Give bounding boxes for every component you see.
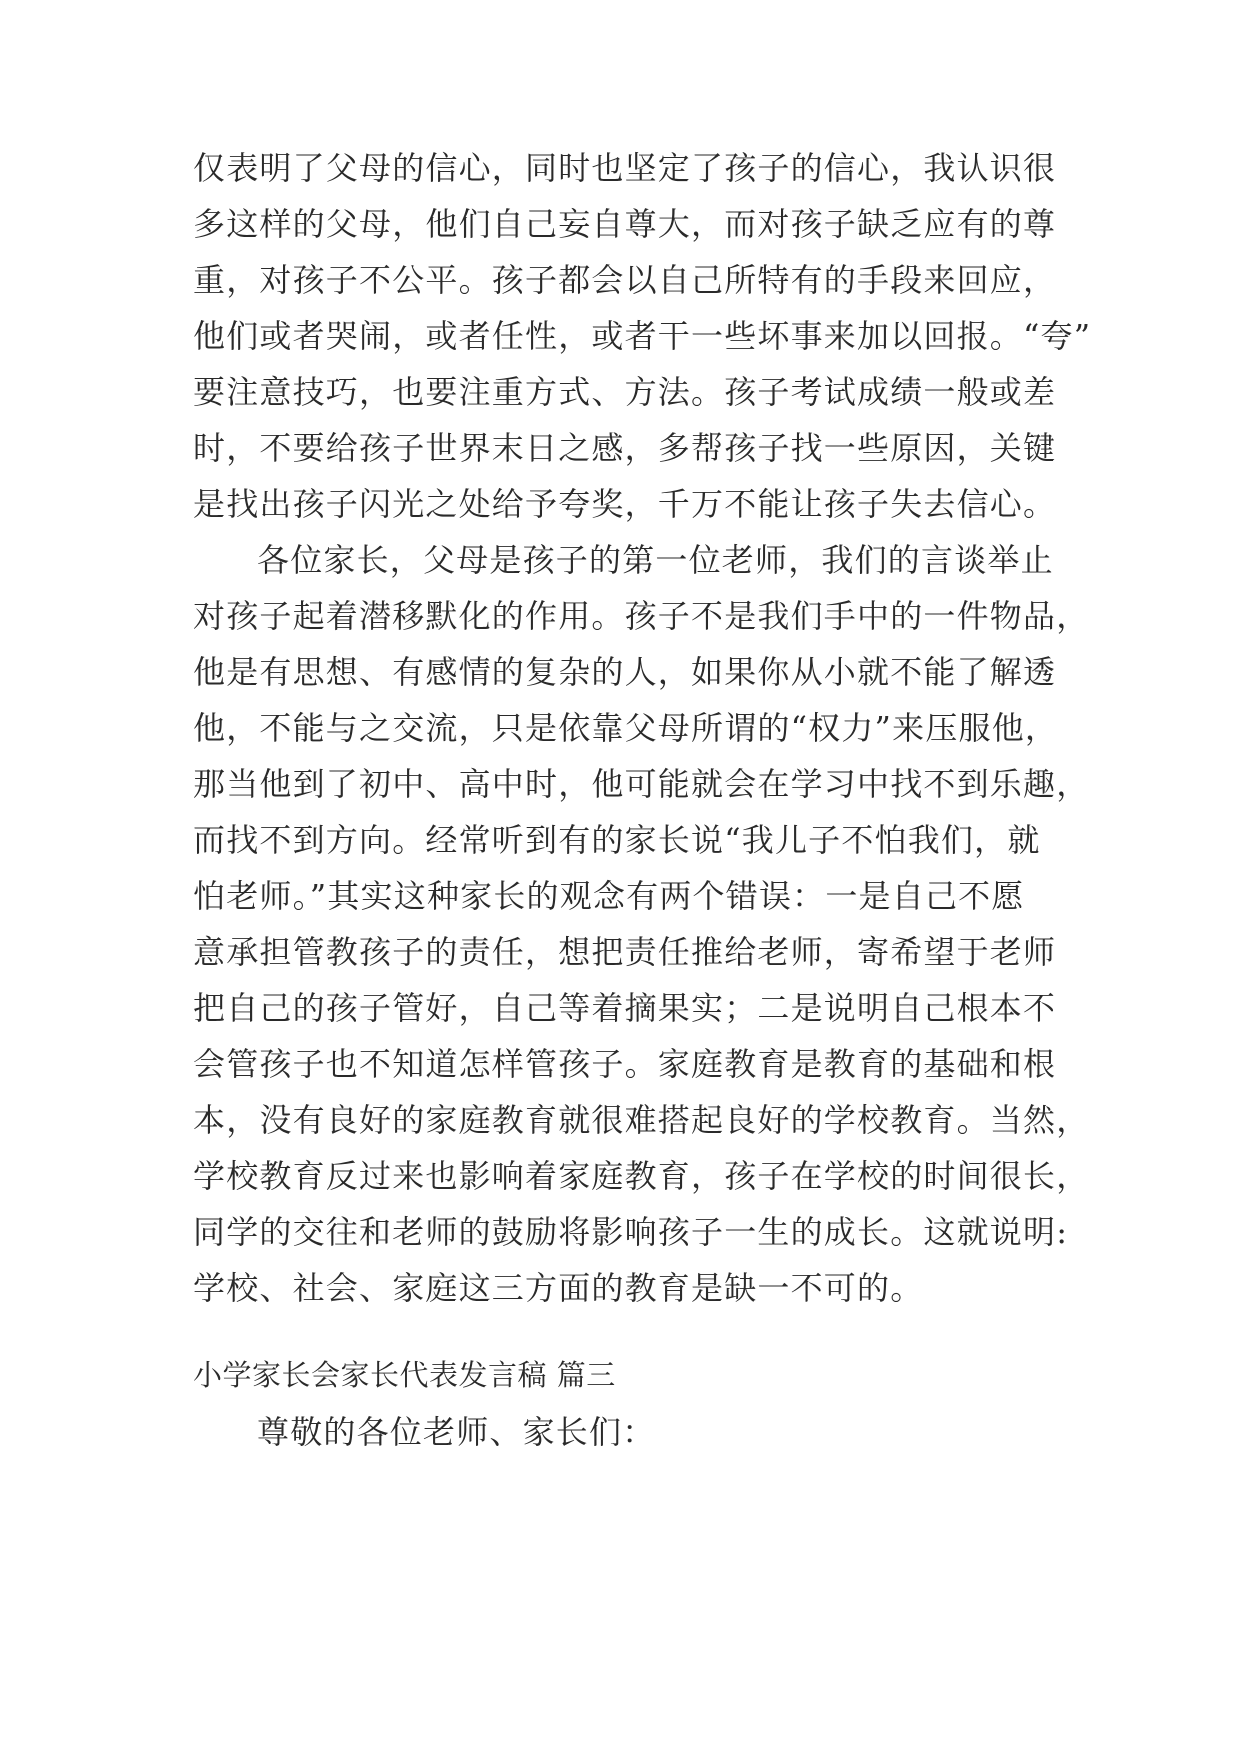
text-line: 要注意技巧，也要注重方式、方法。孩子考试成绩一般或差 (193, 373, 1057, 411)
text-line: 同学的交往和老师的鼓励将影响孩子一生的成长。这就说明: (193, 1213, 1069, 1251)
text-line: 学校教育反过来也影响着家庭教育，孩子在学校的时间很长， (193, 1157, 1090, 1195)
text-line: 会管孩子也不知道怎样管孩子。家庭教育是教育的基础和根 (193, 1045, 1057, 1083)
text-line: 仅表明了父母的信心，同时也坚定了孩子的信心，我认识很 (193, 149, 1057, 187)
text-line: 学校、社会、家庭这三方面的教育是缺一不可的。 (193, 1269, 924, 1307)
text-line: 把自己的孩子管好，自己等着摘果实；二是说明自己根本不 (193, 989, 1057, 1027)
text-line: 意承担管教孩子的责任，想把责任推给老师，寄希望于老师 (193, 933, 1057, 971)
salutation: 尊敬的各位老师、家长们： (257, 1413, 656, 1451)
text-line: 各位家长，父母是孩子的第一位老师，我们的言谈举止 (257, 541, 1054, 579)
text-line: 怕老师。”其实这种家长的观念有两个错误：一是自己不愿 (193, 877, 1025, 915)
text-line: 他，不能与之交流，只是依靠父母所谓的“权力”来压服他， (193, 709, 1059, 747)
text-line: 对孩子起着潜移默化的作用。孩子不是我们手中的一件物品， (193, 597, 1090, 635)
text-line: 重，对孩子不公平。孩子都会以自己所特有的手段来回应， (193, 261, 1057, 299)
section-heading: 小学家长会家长代表发言稿 篇三 (193, 1358, 616, 1392)
text-line: 他是有思想、有感情的复杂的人，如果你从小就不能了解透 (193, 653, 1057, 691)
text-line: 时，不要给孩子世界末日之感，多帮孩子找一些原因，关键 (193, 429, 1057, 467)
text-line: 他们或者哭闹，或者任性，或者干一些坏事来加以回报。“夸” (193, 317, 1092, 355)
text-line: 那当他到了初中、高中时，他可能就会在学习中找不到乐趣， (193, 765, 1090, 803)
text-line: 多这样的父母，他们自己妄自尊大，而对孩子缺乏应有的尊 (193, 205, 1057, 243)
text-line: 而找不到方向。经常听到有的家长说“我儿子不怕我们，就 (193, 821, 1041, 859)
text-line: 是找出孩子闪光之处给予夸奖，千万不能让孩子失去信心。 (193, 485, 1057, 523)
text-line: 本，没有良好的家庭教育就很难搭起良好的学校教育。当然， (193, 1101, 1090, 1139)
